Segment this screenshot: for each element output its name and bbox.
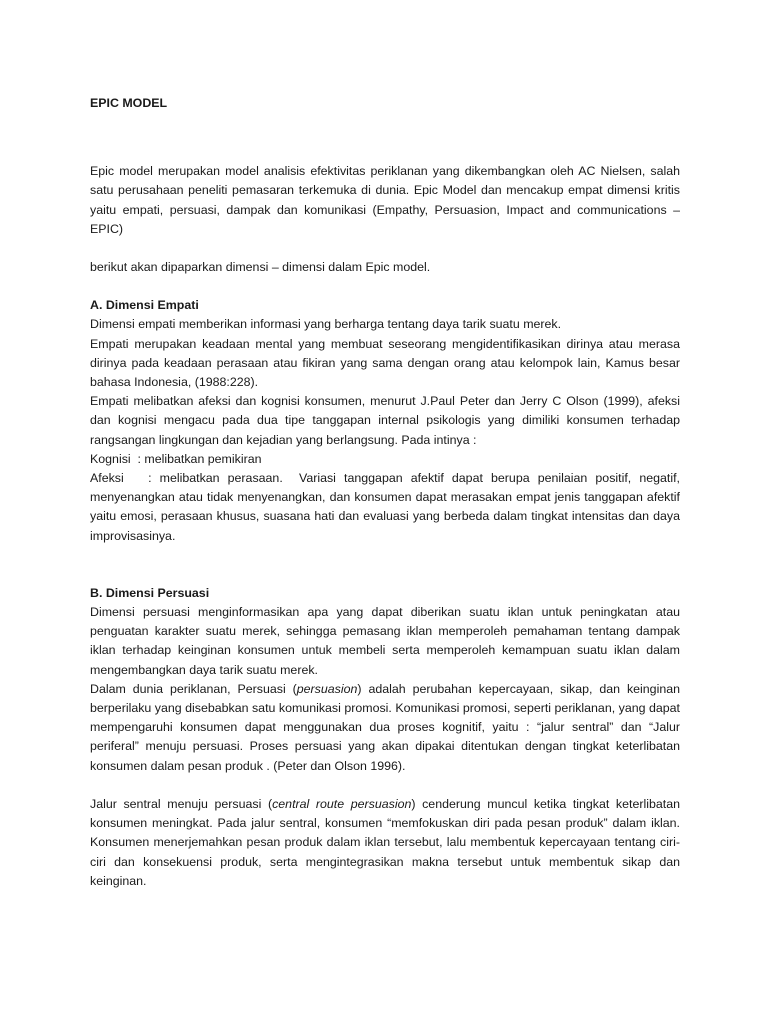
section-a-paragraph-2: Empati merupakan keadaan mental yang membuat seseorang mengidentifikasikan dirinya atau merasa dirinya pada keadaan perasaan atau fikiran yang sama dengan orang atau kelompok lain, Kamus besar bahasa Indonesia, (1988:228). xyxy=(90,336,680,390)
section-b-p3-text-end: ) cenderung muncul ketika tingkat keterlibatan konsumen meningkat. Pada jalur sentral, konsumen “memfokuskan diri pada pesan produk” dalam iklan. Konsumen menerjemahkan pesan produk dalam iklan tersebut, lalu membentuk kepercayaan tentang ciri-ciri dan konsekuensi produk, serta mengintegrasikan makna tersebut untuk membentuk sikap dan keinginan. xyxy=(90,796,680,888)
section-a-heading: A. Dimensi Empati xyxy=(90,298,199,313)
section-b-heading: B. Dimensi Persuasi xyxy=(90,585,210,600)
section-a-kognisi-line: Kognisi : melibatkan pemikiran xyxy=(90,451,262,466)
spacer xyxy=(90,277,680,296)
document-title: EPIC MODEL xyxy=(90,96,168,110)
section-b-p3-text-start: Jalur sentral menuju persuasi ( xyxy=(90,796,273,811)
section-b-paragraph-3 xyxy=(90,795,680,891)
section-a-paragraph-1: Dimensi empati memberikan informasi yang berharga tentang daya tarik suatu merek. xyxy=(90,317,562,332)
section-b-p2-text-end: ) adalah perubahan kepercayaan, sikap, dan keinginan berperilaku yang disebabkan satu komunikasi promosi. Komunikasi promosi, seperti periklanan, yang dapat mempengaruhi konsumen dapat menggunakan dua proses kognitif, yaitu : “jalur sentral” dan “Jalur periferal” menuju persuasi. Proses persuasi yang akan dipakai ditentukan dengan tingkat keterlibatan konsumen dalam pesan produk . (Peter dan Olson 1996). xyxy=(90,681,680,773)
section-b-p2-italic-term: persuasion xyxy=(296,681,358,696)
spacer xyxy=(90,776,680,795)
spacer xyxy=(90,239,680,258)
intro-paragraph: Epic model merupakan model analisis efektivitas periklanan yang dikembangkan oleh AC Nielsen, salah satu perusahaan peneliti pemasaran terkemuka di dunia. Epic Model dan mencakup empat dimensi kritis yaitu empati, persuasi, dampak dan komunikasi (Empathy, Persuasion, Impact and communications – EPIC) xyxy=(90,164,680,236)
section-b-paragraph-1: Dimensi persuasi menginformasikan apa yang dapat diberikan suatu iklan untuk peningkatan atau penguatan karakter suatu merek, sehingga pemasang iklan memperoleh pemahaman tentang dampak iklan terhadap keinginan konsumen untuk membeli serta memperoleh kemampuan suatu iklan dalam mengembangkan daya tarik suatu merek. xyxy=(90,605,680,677)
section-a-paragraph-3: Empati melibatkan afeksi dan kognisi konsumen, menurut J.Paul Peter dan Jerry C Olson (1999), afeksi dan kognisi mengacu pada dua tipe tanggapan internal psikologis yang dimiliki konsumen terhadap rangsangan lingkungan dan kejadian yang berlangsung. Pada intinya : xyxy=(90,394,680,447)
section-b-paragraph-2 xyxy=(90,680,680,776)
section-b-p3-italic-term: central route persuasion xyxy=(272,796,412,811)
section-b-p2-text-start: Dalam dunia periklanan, Persuasi ( xyxy=(90,681,297,696)
spacer xyxy=(90,546,680,584)
lead-paragraph: berikut akan dipaparkan dimensi – dimensi dalam Epic model. xyxy=(90,260,431,275)
section-a-afeksi-paragraph: Afeksi : melibatkan perasaan. Variasi tanggapan afektif dapat berupa penilaian positif, negatif, menyenangkan atau tidak menyenangkan, dan konsumen dapat merasakan empat jenis tanggapan afektif yaitu emosi, perasaan khusus, suasana hati dan evaluasi yang berbeda dalam tingkat intensitas dan daya improvisasinya. xyxy=(90,471,684,543)
